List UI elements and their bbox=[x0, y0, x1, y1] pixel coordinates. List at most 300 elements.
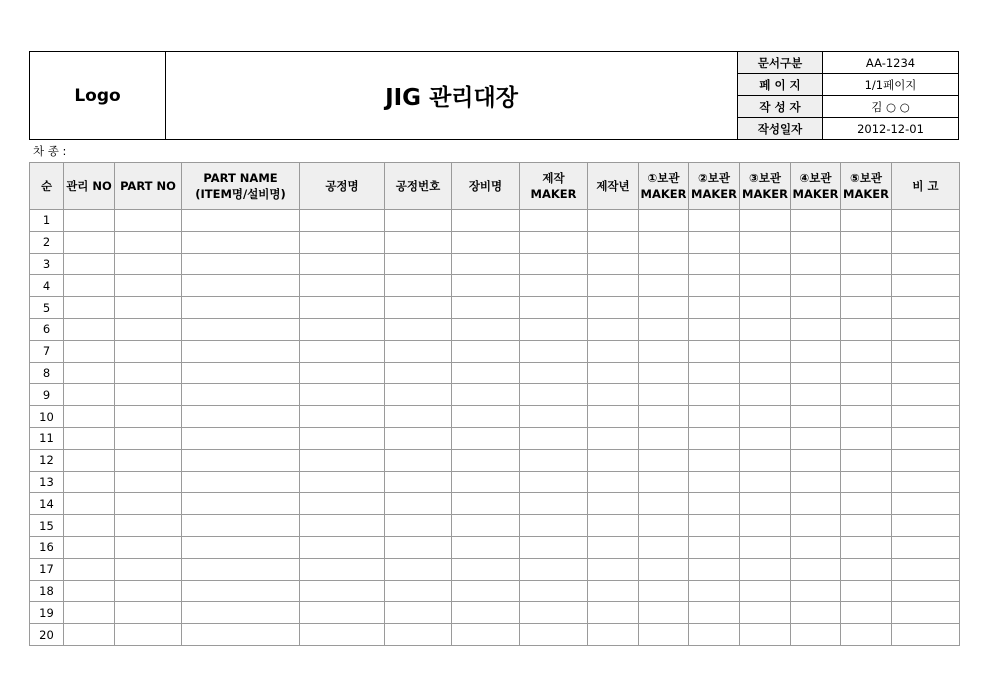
table-cell bbox=[520, 602, 588, 624]
table-cell bbox=[385, 253, 452, 275]
table-cell bbox=[639, 624, 689, 646]
table-cell bbox=[841, 362, 892, 384]
column-header bbox=[520, 163, 588, 210]
table-cell bbox=[588, 558, 639, 580]
table-cell bbox=[385, 318, 452, 340]
table-cell bbox=[64, 449, 115, 471]
table-cell bbox=[182, 449, 300, 471]
column-header-line1: 장비명 bbox=[468, 179, 503, 193]
table-cell bbox=[182, 384, 300, 406]
table-cell bbox=[520, 297, 588, 319]
table-cell bbox=[182, 362, 300, 384]
table-cell bbox=[385, 624, 452, 646]
column-header-line2: MAKER bbox=[792, 187, 839, 201]
table-cell bbox=[64, 515, 115, 537]
column-header bbox=[182, 163, 300, 210]
table-row bbox=[30, 362, 960, 384]
table-cell bbox=[689, 253, 740, 275]
column-header-line1: ③보관 bbox=[749, 171, 781, 185]
table-cell bbox=[588, 210, 639, 232]
table-cell bbox=[64, 602, 115, 624]
table-cell bbox=[64, 318, 115, 340]
table-cell bbox=[64, 493, 115, 515]
table-cell bbox=[841, 253, 892, 275]
table-cell bbox=[841, 624, 892, 646]
table-cell bbox=[300, 253, 385, 275]
table-cell bbox=[689, 318, 740, 340]
table-cell bbox=[892, 210, 960, 232]
table-cell bbox=[841, 471, 892, 493]
table-cell bbox=[892, 515, 960, 537]
table-cell bbox=[115, 449, 182, 471]
table-cell bbox=[892, 231, 960, 253]
table-cell bbox=[740, 449, 791, 471]
row-number: 5 bbox=[30, 297, 64, 319]
table-cell bbox=[588, 427, 639, 449]
table-cell bbox=[841, 340, 892, 362]
table-cell bbox=[639, 297, 689, 319]
table-cell bbox=[452, 253, 520, 275]
table-cell bbox=[385, 580, 452, 602]
table-cell bbox=[791, 340, 841, 362]
table-cell bbox=[64, 275, 115, 297]
table-cell bbox=[791, 427, 841, 449]
table-cell bbox=[64, 210, 115, 232]
table-cell bbox=[791, 602, 841, 624]
table-cell bbox=[452, 406, 520, 428]
table-row bbox=[30, 384, 960, 406]
table-cell bbox=[520, 558, 588, 580]
table-row bbox=[30, 406, 960, 428]
table-cell bbox=[115, 624, 182, 646]
table-cell bbox=[64, 384, 115, 406]
table-cell bbox=[841, 493, 892, 515]
table-cell bbox=[892, 493, 960, 515]
table-cell bbox=[892, 406, 960, 428]
table-cell bbox=[689, 406, 740, 428]
table-cell bbox=[791, 536, 841, 558]
table-cell bbox=[740, 297, 791, 319]
table-cell bbox=[588, 275, 639, 297]
table-cell bbox=[841, 318, 892, 340]
table-cell bbox=[452, 471, 520, 493]
table-cell bbox=[740, 515, 791, 537]
table-cell bbox=[639, 471, 689, 493]
table-cell bbox=[892, 340, 960, 362]
table-cell bbox=[300, 210, 385, 232]
table-cell bbox=[740, 427, 791, 449]
table-cell bbox=[639, 558, 689, 580]
info-label: 작성일자 bbox=[738, 118, 823, 139]
table-cell bbox=[841, 536, 892, 558]
table-cell bbox=[892, 318, 960, 340]
table-row bbox=[30, 231, 960, 253]
column-header bbox=[300, 163, 385, 210]
table-cell bbox=[115, 602, 182, 624]
table-cell bbox=[452, 493, 520, 515]
table-cell bbox=[588, 580, 639, 602]
table-cell bbox=[791, 253, 841, 275]
table-cell bbox=[64, 231, 115, 253]
column-header-line2: MAKER bbox=[640, 187, 687, 201]
row-number: 7 bbox=[30, 340, 64, 362]
table-cell bbox=[689, 210, 740, 232]
column-header-line2: MAKER bbox=[530, 187, 577, 201]
table-cell bbox=[300, 558, 385, 580]
table-cell bbox=[689, 449, 740, 471]
column-header bbox=[64, 163, 115, 210]
column-header-line1: ②보관 bbox=[698, 171, 730, 185]
table-cell bbox=[740, 231, 791, 253]
row-number: 15 bbox=[30, 515, 64, 537]
column-header bbox=[689, 163, 740, 210]
table-cell bbox=[791, 384, 841, 406]
table-cell bbox=[841, 406, 892, 428]
table-row bbox=[30, 253, 960, 275]
table-cell bbox=[791, 297, 841, 319]
table-cell bbox=[639, 580, 689, 602]
table-cell bbox=[64, 340, 115, 362]
table-cell bbox=[182, 297, 300, 319]
table-cell bbox=[452, 624, 520, 646]
table-cell bbox=[520, 536, 588, 558]
table-cell bbox=[182, 624, 300, 646]
table-cell bbox=[740, 406, 791, 428]
table-cell bbox=[689, 297, 740, 319]
table-cell bbox=[385, 362, 452, 384]
table-cell bbox=[182, 253, 300, 275]
table-cell bbox=[689, 427, 740, 449]
table-cell bbox=[740, 253, 791, 275]
table-cell bbox=[588, 449, 639, 471]
row-number: 16 bbox=[30, 536, 64, 558]
row-number: 6 bbox=[30, 318, 64, 340]
table-cell bbox=[740, 362, 791, 384]
table-cell bbox=[182, 275, 300, 297]
table-cell bbox=[182, 406, 300, 428]
logo: Logo bbox=[30, 52, 166, 139]
table-cell bbox=[841, 384, 892, 406]
table-cell bbox=[115, 340, 182, 362]
column-header-line1: 공정번호 bbox=[395, 179, 441, 193]
table-cell bbox=[182, 231, 300, 253]
table-cell bbox=[520, 515, 588, 537]
table-cell bbox=[385, 558, 452, 580]
column-header-line1: ④보관 bbox=[799, 171, 832, 185]
table-cell bbox=[740, 536, 791, 558]
table-cell bbox=[452, 384, 520, 406]
table-cell bbox=[740, 275, 791, 297]
table-cell bbox=[740, 384, 791, 406]
table-cell bbox=[182, 471, 300, 493]
table-cell bbox=[385, 406, 452, 428]
column-header-line2: (ITEM명/설비명) bbox=[195, 187, 286, 201]
table-cell bbox=[791, 449, 841, 471]
table-row bbox=[30, 210, 960, 232]
table-cell bbox=[64, 427, 115, 449]
table-cell bbox=[841, 275, 892, 297]
table-cell bbox=[740, 558, 791, 580]
row-number: 10 bbox=[30, 406, 64, 428]
row-number: 11 bbox=[30, 427, 64, 449]
document-title: JIG 관리대장 bbox=[166, 52, 738, 139]
table-cell bbox=[689, 515, 740, 537]
table-cell bbox=[689, 340, 740, 362]
table-cell bbox=[689, 558, 740, 580]
row-number: 9 bbox=[30, 384, 64, 406]
table-cell bbox=[791, 493, 841, 515]
table-row bbox=[30, 515, 960, 537]
row-number: 14 bbox=[30, 493, 64, 515]
table-cell bbox=[182, 580, 300, 602]
table-cell bbox=[385, 471, 452, 493]
document-header bbox=[29, 51, 959, 140]
table-cell bbox=[182, 515, 300, 537]
table-row bbox=[30, 275, 960, 297]
table-cell bbox=[64, 471, 115, 493]
table-cell bbox=[182, 602, 300, 624]
table-cell bbox=[639, 231, 689, 253]
table-cell bbox=[588, 493, 639, 515]
table-cell bbox=[689, 580, 740, 602]
table-cell bbox=[452, 275, 520, 297]
jig-management-table bbox=[29, 162, 960, 646]
column-header bbox=[892, 163, 960, 210]
table-row bbox=[30, 536, 960, 558]
table-cell bbox=[520, 253, 588, 275]
info-label: 문서구분 bbox=[738, 52, 823, 73]
table-cell bbox=[300, 406, 385, 428]
table-cell bbox=[588, 297, 639, 319]
table-cell bbox=[452, 297, 520, 319]
table-cell bbox=[639, 253, 689, 275]
table-cell bbox=[520, 384, 588, 406]
table-cell bbox=[740, 471, 791, 493]
table-cell bbox=[385, 493, 452, 515]
table-row bbox=[30, 624, 960, 646]
table-cell bbox=[841, 297, 892, 319]
table-cell bbox=[520, 275, 588, 297]
table-cell bbox=[115, 297, 182, 319]
table-cell bbox=[639, 210, 689, 232]
table-row bbox=[30, 493, 960, 515]
table-cell bbox=[452, 427, 520, 449]
row-number: 8 bbox=[30, 362, 64, 384]
table-cell bbox=[791, 210, 841, 232]
table-cell bbox=[791, 318, 841, 340]
table-cell bbox=[182, 493, 300, 515]
table-cell bbox=[385, 602, 452, 624]
table-header-row bbox=[30, 163, 960, 210]
row-number: 4 bbox=[30, 275, 64, 297]
info-value: 2012-12-01 bbox=[857, 121, 924, 136]
table-cell bbox=[639, 536, 689, 558]
table-cell bbox=[520, 210, 588, 232]
table-cell bbox=[115, 471, 182, 493]
table-row bbox=[30, 580, 960, 602]
table-cell bbox=[452, 558, 520, 580]
column-header bbox=[115, 163, 182, 210]
table-cell bbox=[115, 406, 182, 428]
car-type-label: 차 종 : bbox=[33, 144, 67, 158]
column-header bbox=[740, 163, 791, 210]
table-cell bbox=[791, 406, 841, 428]
column-header bbox=[588, 163, 639, 210]
table-cell bbox=[740, 580, 791, 602]
row-number: 17 bbox=[30, 558, 64, 580]
table-cell bbox=[385, 427, 452, 449]
table-cell bbox=[520, 318, 588, 340]
table-cell bbox=[300, 384, 385, 406]
table-cell bbox=[520, 580, 588, 602]
table-cell bbox=[689, 384, 740, 406]
table-cell bbox=[385, 231, 452, 253]
table-cell bbox=[300, 493, 385, 515]
table-cell bbox=[791, 558, 841, 580]
table-cell bbox=[452, 362, 520, 384]
table-cell bbox=[791, 624, 841, 646]
column-header-line1: ①보관 bbox=[647, 171, 680, 185]
table-cell bbox=[115, 253, 182, 275]
table-cell bbox=[64, 580, 115, 602]
table-cell bbox=[115, 231, 182, 253]
column-header-line1: 비 고 bbox=[912, 179, 939, 193]
table-cell bbox=[689, 275, 740, 297]
table-row bbox=[30, 471, 960, 493]
table-cell bbox=[64, 253, 115, 275]
table-cell bbox=[689, 362, 740, 384]
table-cell bbox=[841, 602, 892, 624]
table-cell bbox=[588, 253, 639, 275]
table-cell bbox=[588, 602, 639, 624]
info-label: 페 이 지 bbox=[738, 74, 823, 95]
table-body bbox=[30, 210, 960, 646]
column-header bbox=[791, 163, 841, 210]
table-cell bbox=[892, 362, 960, 384]
table-cell bbox=[740, 493, 791, 515]
column-header bbox=[452, 163, 520, 210]
table-cell bbox=[892, 297, 960, 319]
table-cell bbox=[385, 384, 452, 406]
info-value: 1/1페이지 bbox=[864, 77, 917, 92]
table-cell bbox=[182, 558, 300, 580]
table-cell bbox=[520, 362, 588, 384]
table-cell bbox=[892, 471, 960, 493]
column-header-line1: 제작년 bbox=[596, 179, 630, 193]
column-header-line1: 제작 bbox=[542, 171, 565, 185]
table-cell bbox=[892, 580, 960, 602]
table-cell bbox=[892, 449, 960, 471]
info-label: 작 성 자 bbox=[738, 96, 823, 117]
table-cell bbox=[588, 231, 639, 253]
table-cell bbox=[520, 427, 588, 449]
table-cell bbox=[452, 536, 520, 558]
table-cell bbox=[300, 231, 385, 253]
table-cell bbox=[385, 210, 452, 232]
table-cell bbox=[520, 493, 588, 515]
row-number: 20 bbox=[30, 624, 64, 646]
table-cell bbox=[588, 406, 639, 428]
table-row bbox=[30, 318, 960, 340]
table-cell bbox=[182, 427, 300, 449]
table-cell bbox=[689, 602, 740, 624]
table-cell bbox=[115, 515, 182, 537]
table-cell bbox=[115, 210, 182, 232]
table-cell bbox=[182, 210, 300, 232]
table-row bbox=[30, 558, 960, 580]
column-header-line1: 관리 NO bbox=[66, 179, 112, 193]
table-cell bbox=[639, 515, 689, 537]
table-cell bbox=[115, 275, 182, 297]
table-cell bbox=[300, 449, 385, 471]
table-cell bbox=[385, 449, 452, 471]
table-cell bbox=[115, 318, 182, 340]
table-cell bbox=[639, 493, 689, 515]
table-cell bbox=[588, 471, 639, 493]
row-number: 19 bbox=[30, 602, 64, 624]
table-cell bbox=[182, 318, 300, 340]
column-header-line2: MAKER bbox=[742, 187, 788, 201]
table-cell bbox=[115, 493, 182, 515]
info-row-author bbox=[738, 96, 958, 118]
table-cell bbox=[452, 340, 520, 362]
table-cell bbox=[115, 362, 182, 384]
table-cell bbox=[385, 340, 452, 362]
info-row-document-type bbox=[738, 52, 958, 74]
table-cell bbox=[740, 210, 791, 232]
table-cell bbox=[892, 427, 960, 449]
row-number: 12 bbox=[30, 449, 64, 471]
table-cell bbox=[64, 297, 115, 319]
table-cell bbox=[115, 536, 182, 558]
table-cell bbox=[588, 624, 639, 646]
table-cell bbox=[892, 275, 960, 297]
info-row-date bbox=[738, 118, 958, 139]
column-header bbox=[385, 163, 452, 210]
table-cell bbox=[639, 449, 689, 471]
row-number: 3 bbox=[30, 253, 64, 275]
table-row bbox=[30, 602, 960, 624]
table-cell bbox=[300, 275, 385, 297]
table-cell bbox=[452, 449, 520, 471]
table-cell bbox=[689, 536, 740, 558]
table-row bbox=[30, 340, 960, 362]
table-cell bbox=[300, 471, 385, 493]
table-cell bbox=[64, 362, 115, 384]
table-cell bbox=[452, 515, 520, 537]
table-cell bbox=[791, 275, 841, 297]
table-cell bbox=[639, 427, 689, 449]
table-cell bbox=[892, 624, 960, 646]
table-cell bbox=[689, 624, 740, 646]
table-cell bbox=[639, 318, 689, 340]
table-cell bbox=[892, 558, 960, 580]
column-header-line1: PART NAME bbox=[203, 171, 278, 185]
column-header bbox=[30, 163, 64, 210]
table-cell bbox=[520, 231, 588, 253]
table-cell bbox=[300, 318, 385, 340]
table-cell bbox=[115, 427, 182, 449]
table-cell bbox=[892, 253, 960, 275]
column-header-line2: MAKER bbox=[843, 187, 889, 201]
table-cell bbox=[588, 384, 639, 406]
table-cell bbox=[115, 558, 182, 580]
document-info-table bbox=[738, 52, 958, 139]
table-cell bbox=[64, 406, 115, 428]
table-cell bbox=[689, 471, 740, 493]
table-cell bbox=[300, 297, 385, 319]
table-cell bbox=[740, 602, 791, 624]
